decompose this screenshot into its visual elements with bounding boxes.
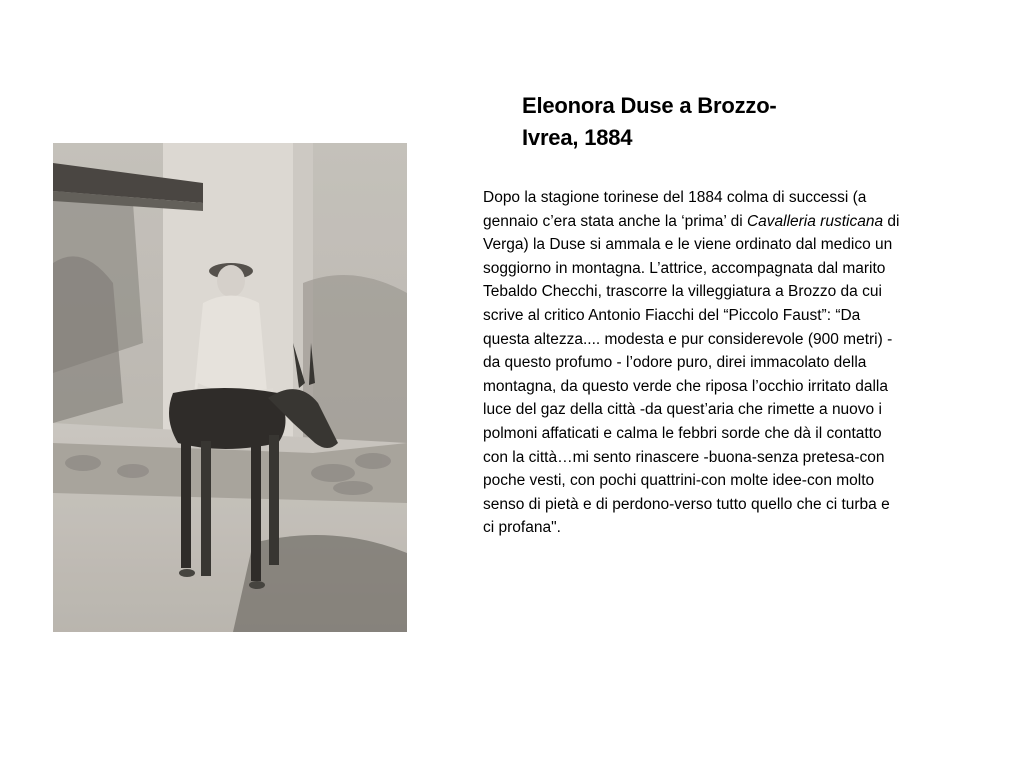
body-text-segment: di: [883, 212, 900, 230]
body-line: ci profana".: [483, 519, 561, 537]
body-line: da questo profumo - l’odore puro, direi immacolato della: [483, 354, 867, 372]
historical-photo: [53, 143, 407, 632]
title-line-1: Eleonora Duse a Brozzo-: [522, 93, 777, 118]
body-line: poche vesti, con pochi quattrini-con molte idee-con molto: [483, 472, 875, 490]
body-line: questa altezza.... modesta e pur considerevole (900 metri) -: [483, 330, 893, 348]
body-line: [483, 210, 983, 234]
title-line-2: Ivrea, 1884: [522, 125, 633, 150]
body-line: scrive al critico Antonio Fiacchi del “Piccolo Faust”: “Da: [483, 306, 861, 324]
body-line: soggiorno in montagna. L’attrice, accompagnata dal marito: [483, 259, 886, 277]
body-line: Verga) la Duse si ammala e le viene ordinato dal medico un: [483, 236, 893, 254]
body-line: polmoni affaticati e calma le febbri sorde che dà il contatto: [483, 424, 882, 442]
slide-title: [522, 90, 822, 154]
body-text-segment: gennaio c’era stata anche la ‘prima’ di: [483, 212, 747, 230]
body-line: con la città…mi sento rinascere -buona-senza pretesa-con: [483, 448, 885, 466]
body-line: luce del gaz della città -da quest’aria che rimette a nuovo i: [483, 401, 882, 419]
photo-illustration: [53, 143, 407, 632]
body-paragraph: [483, 186, 983, 540]
body-line: Tebaldo Checchi, trascorre la villeggiatura a Brozzo da cui: [483, 283, 882, 301]
body-line: senso di pietà e di perdono-verso tutto quello che ci turba e: [483, 495, 890, 513]
body-line: Dopo la stagione torinese del 1884 colma di successi (a: [483, 189, 867, 206]
body-line: montagna, da questo verde che riposa l’occhio irritato dalla: [483, 377, 888, 395]
work-title-italic: Cavalleria rusticana: [746, 212, 884, 230]
